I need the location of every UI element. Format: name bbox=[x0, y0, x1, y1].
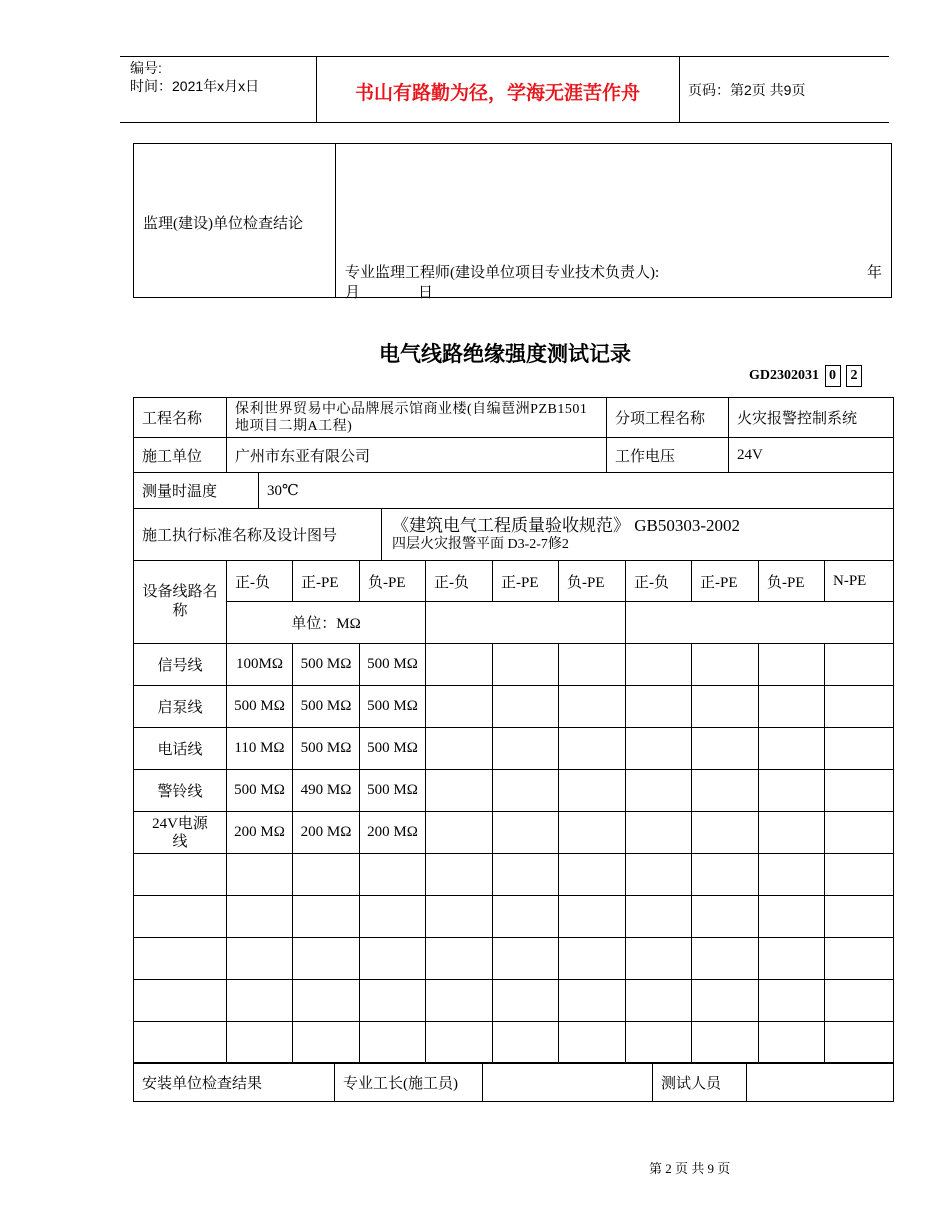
empty-row bbox=[134, 1022, 894, 1064]
contractor: 广州市东亚有限公司 bbox=[227, 438, 607, 473]
supervision-label: 监理(建设)单位检查结论 bbox=[143, 216, 303, 232]
temperature-label: 测量时温度 bbox=[134, 473, 259, 509]
column-header: 负-PE bbox=[360, 561, 426, 602]
value-cell: 100MΩ bbox=[227, 644, 293, 686]
tester-label: 测试人员 bbox=[653, 1063, 747, 1102]
value-cell: 500 MΩ bbox=[360, 770, 426, 812]
standard-table bbox=[133, 508, 894, 561]
column-header: 正-负 bbox=[426, 561, 493, 602]
table-row bbox=[134, 686, 894, 728]
header-motto: 书山有路勤为径，学海无涯苦作舟 bbox=[354, 82, 640, 104]
header-meta bbox=[130, 59, 259, 95]
measurement-table bbox=[133, 560, 894, 1064]
value-cell: 500 MΩ bbox=[360, 728, 426, 770]
contractor-label: 施工单位 bbox=[134, 438, 227, 473]
record-code-digit: 2 bbox=[846, 365, 862, 387]
supervision-divider bbox=[335, 144, 336, 297]
column-header: 正-PE bbox=[493, 561, 559, 602]
device-line-header: 设备线路名称 bbox=[134, 561, 227, 644]
column-header: N-PE bbox=[825, 561, 894, 602]
sub-project: 火灾报警控制系统 bbox=[729, 398, 894, 438]
value-cell: 500 MΩ bbox=[293, 728, 360, 770]
install-result-label: 安装单位检查结果 bbox=[134, 1063, 335, 1102]
time-label: 时间：2021年x月x日 bbox=[130, 78, 260, 94]
row-name: 电话线 bbox=[134, 728, 227, 770]
empty-row bbox=[134, 938, 894, 980]
header-top-rule bbox=[120, 56, 889, 57]
column-header: 正-PE bbox=[293, 561, 360, 602]
empty-row bbox=[134, 854, 894, 896]
row-name: 启泵线 bbox=[134, 686, 227, 728]
tester-signature bbox=[747, 1063, 894, 1102]
value-cell: 500 MΩ bbox=[293, 644, 360, 686]
page-title: 电气线路绝缘强度测试记录 bbox=[379, 342, 631, 366]
value-cell: 200 MΩ bbox=[227, 812, 293, 854]
value-cell: 500 MΩ bbox=[360, 644, 426, 686]
row-name: 24V电源线 bbox=[134, 812, 227, 854]
foreman-label: 专业工长(施工员) bbox=[335, 1063, 483, 1102]
header-divider bbox=[679, 56, 680, 122]
value-cell: 490 MΩ bbox=[293, 770, 360, 812]
project-info-table bbox=[133, 397, 894, 473]
project-name-label: 工程名称 bbox=[134, 398, 227, 438]
year-label: 年 bbox=[867, 265, 883, 281]
empty-row bbox=[134, 980, 894, 1022]
value-cell: 500 MΩ bbox=[360, 686, 426, 728]
number-label: 编号: bbox=[130, 60, 162, 76]
value-cell: 500 MΩ bbox=[293, 686, 360, 728]
value-cell: 110 MΩ bbox=[227, 728, 293, 770]
column-header: 正-PE bbox=[692, 561, 759, 602]
empty-cell bbox=[426, 602, 626, 644]
foreman-signature bbox=[483, 1063, 653, 1102]
value-cell: 500 MΩ bbox=[227, 770, 293, 812]
project-name: 保利世界贸易中心品牌展示馆商业楼(自编琶洲PZB1501地项目二期A工程) bbox=[227, 398, 607, 438]
row-name: 信号线 bbox=[134, 644, 227, 686]
value-cell: 200 MΩ bbox=[293, 812, 360, 854]
day-label: 日 bbox=[418, 285, 434, 301]
supervision-box bbox=[133, 143, 892, 301]
temperature: 30℃ bbox=[259, 473, 894, 509]
record-code-digit: 0 bbox=[825, 365, 841, 387]
table-row bbox=[134, 644, 894, 686]
standard-line: 《建筑电气工程质量验收规范》 GB50303-2002 bbox=[392, 515, 741, 535]
column-header: 负-PE bbox=[759, 561, 825, 602]
table-row bbox=[134, 812, 894, 854]
table-row bbox=[134, 728, 894, 770]
column-header: 负-PE bbox=[559, 561, 626, 602]
value-cell: 500 MΩ bbox=[227, 686, 293, 728]
column-header: 正-负 bbox=[227, 561, 293, 602]
signature-table bbox=[133, 1062, 894, 1102]
header-bottom-rule bbox=[120, 122, 889, 123]
voltage: 24V bbox=[729, 438, 894, 473]
row-name: 警铃线 bbox=[134, 770, 227, 812]
voltage-label: 工作电压 bbox=[607, 438, 729, 473]
temperature-table bbox=[133, 472, 894, 509]
column-header: 正-负 bbox=[626, 561, 692, 602]
header-page-info: 页码：第2页 共9页 bbox=[688, 82, 806, 98]
value-cell: 200 MΩ bbox=[360, 812, 426, 854]
sub-project-label: 分项工程名称 bbox=[607, 398, 729, 438]
table-row bbox=[134, 770, 894, 812]
empty-cell bbox=[626, 602, 894, 644]
standard-label: 施工执行标准名称及设计图号 bbox=[134, 509, 382, 561]
empty-row bbox=[134, 896, 894, 938]
drawing-line: 四层火灾报警平面 D3-2-7修2 bbox=[392, 536, 569, 552]
standard-value bbox=[382, 509, 894, 561]
page-footer: 第 2 页 共 9 页 bbox=[649, 1161, 731, 1176]
record-code bbox=[749, 365, 862, 387]
record-code-prefix: GD2302031 bbox=[749, 368, 819, 383]
supervisor-signature-line: 专业监理工程师(建设单位项目专业技术负责人): bbox=[345, 265, 660, 281]
month-label: 月 bbox=[345, 285, 361, 301]
unit-label: 单位：MΩ bbox=[227, 602, 426, 644]
